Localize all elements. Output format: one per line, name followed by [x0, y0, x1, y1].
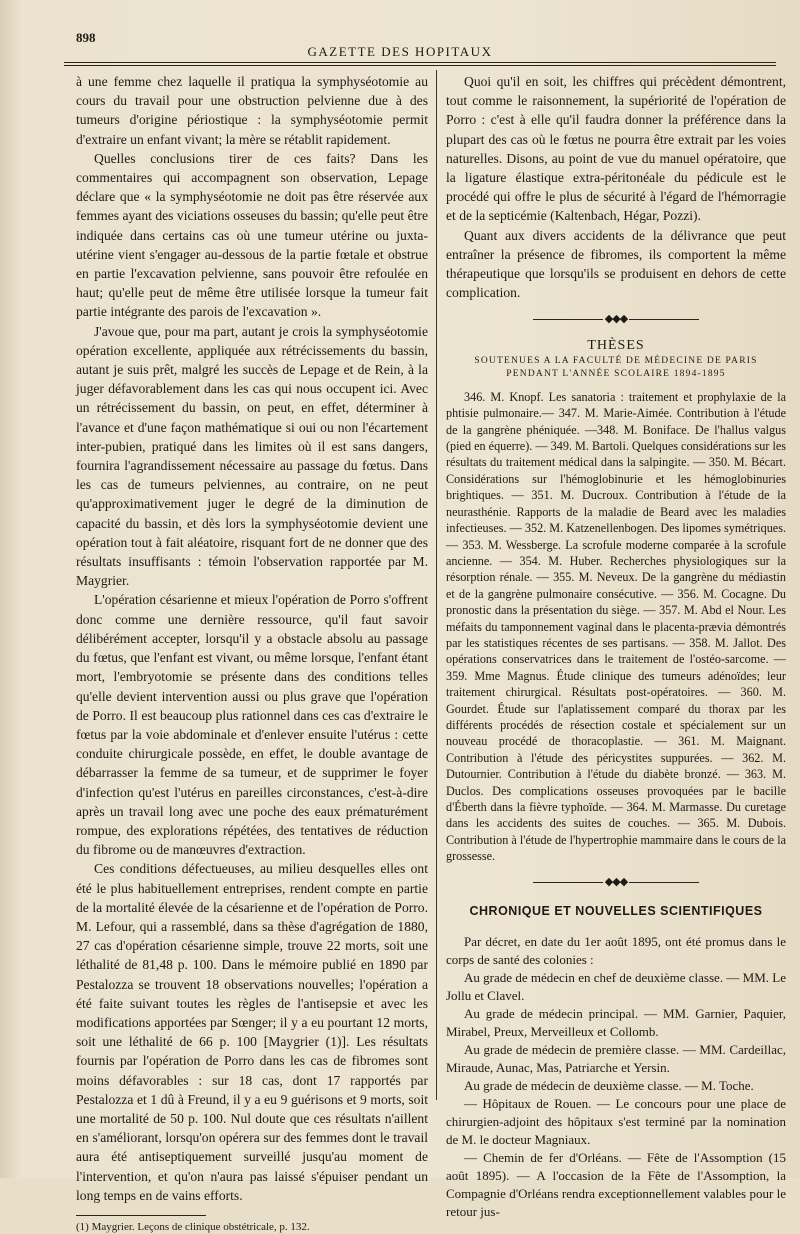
theses-list — [446, 389, 786, 865]
footnote: (1) Maygrier. Leçons de clinique obstétricale, p. 132. — [76, 1220, 310, 1233]
paragraph: Au grade de médecin de deuxième classe. — M. Toche. — [464, 1078, 754, 1094]
right-column — [446, 72, 786, 1221]
theses-body: 346. M. Knopf. Les sanatoria : traitement et prophylaxie de la phtisie pulmonaire.— 347. M. Marie-Aimée. Contribution à l'étude de la gangrène phéniquée. —348. M. Boniface. De l'hallus valgus (pied en équerre). — 349. M. Bartoli. Quelques considérations sur les résultats du traitement médical dans la salpingite. — 350. M. Bécart. Considérations sur l'hémoglobinurie et les hémoglobinuries brightiques. — 351. M. Ducroux. Contribution à l'étude de la neurasthénie. Rapports de la maladie de Beard avec les maladies infectieuses. — 352. M. Katzenellenbogen. Des lipomes symétriques. — 353. M. Wessberge. La scrofule moderne comparée à la scrofule ancienne. — 354. M. Huber. Recherches physiologiques sur la résorption rénale. — 355. M. Neveux. De la gangrène du médiastin et de la gangrène pulmonaire consécutive. — 356. M. Cocagne. Du pronostic dans la présentation du siège. — 357. M. Abd el Nour. Les méfaits du tamponnement vaginal dans le placenta-prævia démontrés par les statistiques récentes de ses partisans. — 358. M. Jallot. Des opérations conservatrices dans le traitement de l'ostéo-sarcome. — 359. Mme Magnus. Étude clinique des tumeurs adénoïdes; leur traitement chirurgical. Résultats post-opératoires. — 360. M. Gourdet. Étude sur l'aplatissement comparé du thorax par les différents procédés de résection costale et spécialement sur un nouveau procédé de thoracoplastie. — 361. M. Maignant. Contribution à l'étude des péricystites suppurées. — 362. M. Dutournier. Contribution à l'étude du diabète bronzé. — 363. M. Duclos. Des complications osseuses provoquées par le bacille d'Éberth dans la fièvre typhoïde. — 364. M. Marmasse. Du curetage dans les accidents des suites de couches. — 365. M. Dubois. Contribution à l'étude de l'hypertrophie mammaire dans le cours de la grossesse. — [446, 389, 786, 864]
section-ornament: ◆◆◆ — [446, 310, 786, 329]
section-ornament: ◆◆◆ — [446, 873, 786, 892]
paragraph: Quelles conclusions tirer de ces faits? Dans les commentaires qui accompagnent son observation, Lepage déclare que « la symphyséotomie ne doit pas être réservée aux femmes ayant des viciations osseuses du bassin; qu'elle peut être indiquée dans certains cas où une tumeur utérine ou juxta-utérine vient s'engager au-dessous de la partie fœtale et obstrue en partie l'excavation pelvienne, sans pouvoir être refoulée en haut; qu'elle peut de même être utilisée lorsque la tumeur fait partie intégrante des parois de l'excavation ». — [76, 150, 428, 320]
paragraph: Au grade de médecin de première classe. — MM. Cardeillac, Miraude, Aunac, Mas, Patriarche et Yersin. — [446, 1042, 786, 1076]
paragraph: L'opération césarienne et mieux l'opération de Porro s'offrent donc comme une dernière ressource, qu'il faut savoir délibérément accepter, lorsqu'il y a obstacle absolu au passage du fœtus, que l'enfant est vivant, ou même lorsque, l'enfant étant mort, l'embryotomie se présente dans des conditions telles qu'elle devient intervention aussi ou plus grave que l'opération de Porro. Il est beaucoup plus rationnel dans ces cas d'extraire le fœtus par la voie abdominale et d'enlever ensuite l'utérus : cette conduite chirurgicale possède, en effet, le double avantage de débarrasser la femme de sa tumeur, et de supprimer le foyer d'infection qu'est l'utérus en pareilles circonstances, c'est-à-dire après un travail long avec une poche des eaux prématurément rompue, des explorations répétées, des tentatives de réduction du fibrome ou de manœuvres d'extraction. — [76, 592, 428, 858]
running-title: GAZETTE DES HOPITAUX — [307, 44, 493, 59]
paragraph: Par décret, en date du 1er août 1895, ont été promus dans le corps de santé des colonies : — [446, 934, 786, 968]
paragraph: — Hôpitaux de Rouen. — Le concours pour une place de chirurgien-adjoint des hôpitaux s'est terminé par la nomination de M. le docteur Magniaux. — [446, 1096, 786, 1148]
paragraph: Quoi qu'il en soit, les chiffres qui précèdent démontrent, tout comme le raisonnement, la supériorité de l'opération de Porro : c'est à elle qu'il faudra donner la préférence dans la plupart des cas où le fœtus ne pourra être extrait par les voies naturelles. Disons, au point de vue du manuel opératoire, que la ligature élastique extra-péritonéale du pédicule est le procédé qui offre le plus de sécurité à l'égard de l'hémorragie et de la septicémie (Kaltenbach, Hégar, Pozzi). — [446, 74, 786, 224]
paragraph: Au grade de médecin en chef de deuxième classe. — MM. Le Jollu et Clavel. — [446, 970, 786, 1004]
theses-subtitle-2: PENDANT L'ANNÉE SCOLAIRE 1894-1895 — [506, 368, 726, 379]
column-divider — [436, 70, 437, 1100]
page-number: 898 — [76, 30, 96, 45]
paragraph: Quant aux divers accidents de la délivrance que peut entraîner la présence de fibromes, ils comportent la même thérapeutique que lorsqu'ils se produisent en dehors de cette complication. — [446, 227, 786, 301]
paragraph: à une femme chez laquelle il pratiqua la symphyséotomie au cours du travail pour une obstruction pelvienne due à des tumeurs d'origine périostique : la symphyséotomie permit d'extraire un enfant vivant; la mère se rétablit rapidement. — [76, 74, 428, 147]
paragraph: Au grade de médecin principal. — MM. Garnier, Paquier, Mirabel, Preux, Merveilleux et Collomb. — [446, 1006, 786, 1040]
paragraph: — Chemin de fer d'Orléans. — Fête de l'Assomption (15 août 1895). — A l'occasion de la Fête de l'Assomption, la Compagnie d'Orléans rendra exceptionnellement valables pour le retour jus- — [446, 1150, 786, 1220]
theses-title: THÈSES — [587, 337, 645, 353]
header-rule — [64, 62, 776, 66]
paragraph: Ces conditions défectueuses, au milieu desquelles elles ont été le plus habituellement entreprises, rendent compte en partie de la mortalité élevée de la césarienne et de l'opération de Porro. M. Lefour, qui a rassemblé, dans sa thèse d'agrégation de 1880, 27 cas d'opération césarienne simple, trouve 22 morts, soit une léthalité de 81,48 p. 100. Dans le mémoire publié en 1890 par Pestalozza se trouvent 18 observations nouvelles; l'opération a été faite suivant toutes les règles de l'antisepsie et avec les modifications apportées par Sœnger; il y a eu pourtant 12 morts, soit une léthalité de 66 p. 100 [Maygrier (1)]. Les résultats fournis par l'opération de Porro dans les cas de fibromes sont moins défavorables : sur 18 cas, dont 17 rapportés par Pestalozza et 1 dû à Freund, il y a eu 9 guérisons et 9 morts, soit une mortalité de 50 p. 100. Nul doute que ces résultats n'aillent en s'améliorant, lorsqu'on opérera sur des femmes dont le travail aura été antiseptiquement surveillé jusqu'au moment de l'intervention, et qu'on n'aura pas laissé s'épuiser pendant un long temps en de vains efforts. — [76, 861, 428, 1203]
chronique-title: CHRONIQUE ET NOUVELLES SCIENTIFIQUES — [469, 903, 763, 918]
paragraph: J'avoue que, pour ma part, autant je crois la symphyséotomie opération excellente, appliquée aux rétrécissements du bassin, autant je suis prêt, malgré les succès de Lepage et de Rein, à la juger défavorablement dans les cas qui nous occupent ici. Avec un rétrécissement du bassin, on peut, en effet, déterminer à l'avance et d'une façon mathématique si oui ou non l'écartement inter-pubien, pratiqué dans les limites où il est sans dangers, fournira l'agrandissement nécessaire au passage du fœtus. Dans les cas de tumeurs pelviennes, au contraire, on ne peut qu'approximativement juger le degré de la diminution de capacité du bassin, et dès lors la symphyséotomie devient une opération tout à fait aléatoire, risquant fort de ne donner que des résultats insuffisants : témoin l'observation rapportée par M. Maygrier. — [76, 323, 428, 589]
left-column — [76, 72, 428, 1234]
theses-subtitle-1: SOUTENUES A LA FACULTÉ DE MÉDECINE DE PARIS — [474, 355, 758, 366]
footnote-rule — [76, 1215, 206, 1216]
